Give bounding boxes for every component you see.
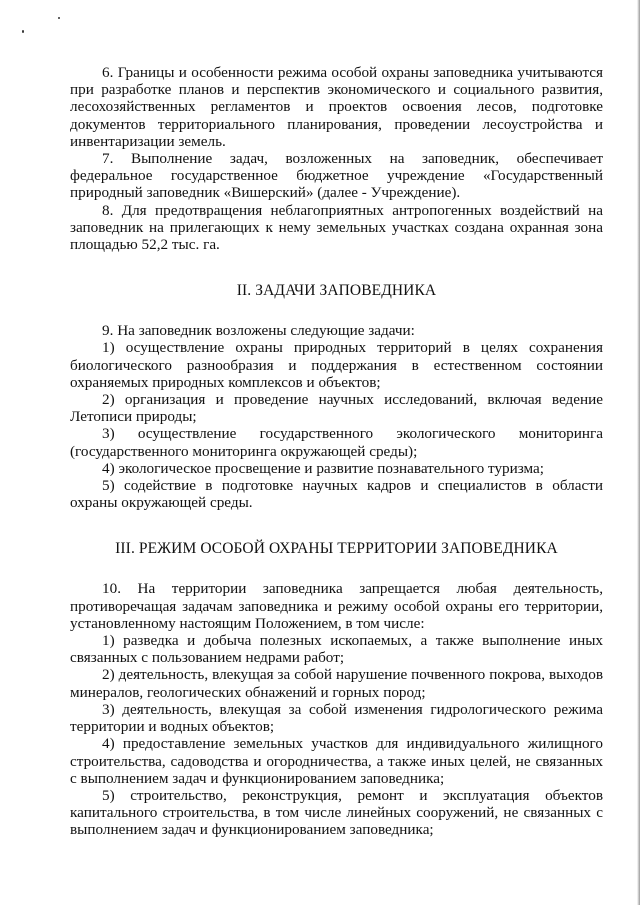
paragraph-7: 7. Выполнение задач, возложенных на заповедник, обеспечивает федеральное государственное бюджетное учреждение «Государственный природный заповедник «Вишерский» (далее - Учреждение). xyxy=(70,150,603,202)
paragraph-10: 10. На территории заповедника запрещается любая деятельность, противоречащая задачам заповедника и режиму особой охраны его территории, установленному настоящим Положением, в том числе: xyxy=(70,580,603,632)
task-item-3: 3) осуществление государственного экологического мониторинга (государственного мониторинга окружающей среды); xyxy=(70,425,603,460)
prohibition-item-2: 2) деятельность, влекущая за собой нарушение почвенного покрова, выходов минералов, геологических обнажений и горных пород; xyxy=(70,666,603,701)
section-heading-regime: III. РЕЖИМ ОСОБОЙ ОХРАНЫ ТЕРРИТОРИИ ЗАПОВЕДНИКА xyxy=(115,540,558,558)
prohibition-item-1: 1) разведка и добыча полезных ископаемых, а также выполнение иных связанных с пользованием недрами работ; xyxy=(70,632,603,667)
scan-speck xyxy=(22,30,24,33)
prohibition-item-4: 4) предоставление земельных участков для индивидуального жилищного строительства, садоводства и огородничества, а также иных целей, не связанных с выполнением задач и функционированием заповедника; xyxy=(70,735,603,787)
paragraph-6: 6. Границы и особенности режима особой охраны заповедника учитываются при разработке планов и перспектив экономического и социального развития, лесохозяйственных регламентов и проектов освоения лесов, подготовке документов территориального планирования, проведении лесоустройства и инвентаризации земель. xyxy=(70,64,603,150)
paragraph-9: 9. На заповедник возложены следующие задачи: xyxy=(102,322,415,340)
scan-speck xyxy=(58,17,60,19)
section-heading-tasks: II. ЗАДАЧИ ЗАПОВЕДНИКА xyxy=(236,282,437,300)
prohibition-item-3: 3) деятельность, влекущая за собой изменения гидрологического режима территории и водных объектов; xyxy=(70,700,603,736)
task-item-2: 2) организация и проведение научных исследований, включая ведение Летописи природы; xyxy=(70,391,603,426)
paragraph-8: 8. Для предотвращения неблагоприятных антропогенных воздействий на заповедник на прилегающих к нему земельных участках создана охранная зона площадью 52,2 тыс. га. xyxy=(70,201,603,254)
document-body xyxy=(70,64,603,839)
prohibition-item-5: 5) строительство, реконструкция, ремонт и эксплуатация объектов капитального строительства, в том числе линейных сооружений, не связанных с выполнением задач и функционированием заповедника; xyxy=(70,786,603,839)
task-item-5: 5) содействие в подготовке научных кадров и специалистов в области охраны окружающей среды. xyxy=(70,477,603,512)
task-item-1: 1) осуществление охраны природных территорий в целях сохранения биологического разнообразия и поддержания в естественном состоянии охраняемых природных комплексов и объектов; xyxy=(70,339,603,391)
task-item-4: 4) экологическое просвещение и развитие познавательного туризма; xyxy=(102,459,545,477)
